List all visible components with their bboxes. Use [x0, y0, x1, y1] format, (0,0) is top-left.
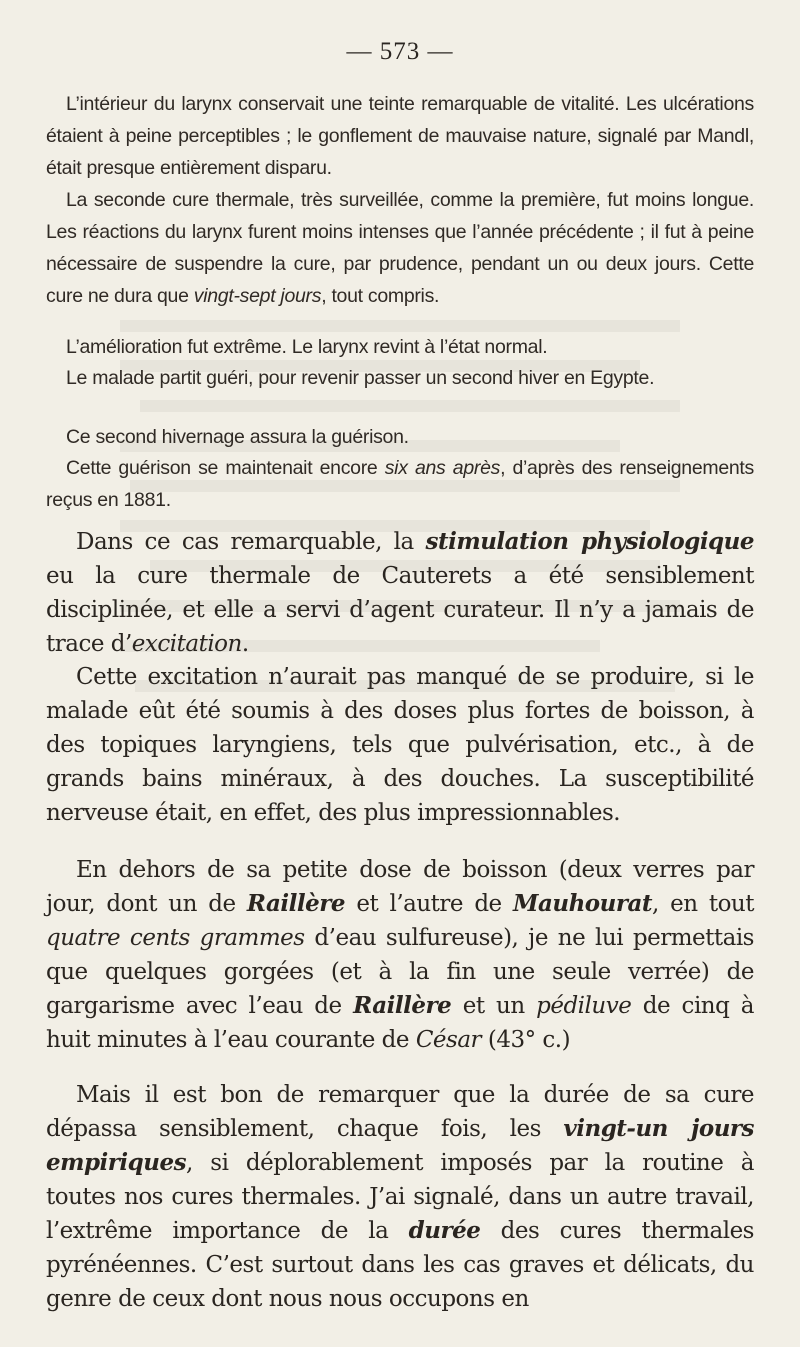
emphasis-text: quatre cents grammes	[46, 925, 305, 951]
text-span: Dans ce cas remarquable, la	[76, 529, 426, 555]
paragraph-cure-duration	[46, 1078, 754, 1316]
text-span: .	[241, 631, 249, 657]
text-span: , si déplorablement imposés par la routine à toutes nos cures thermales. J’ai signalé, dans un autre travail, l’extrême importance de la	[46, 1150, 754, 1244]
text-span: eu la cure thermale de Cauterets a été sensiblement disciplinée, et elle a servi d’agent curateur. Il n’y a jamais de trace d’	[46, 563, 754, 657]
text-span: Mais il est bon de remarquer que la durée de sa cure dépassa sensiblement, chaque fois, les	[46, 1082, 754, 1142]
text-span: d’eau sulfureuse), je ne lui permettais que quelques gorgées (et à la fin une seule verrée) de gargarisme avec l’eau de	[46, 925, 754, 1019]
paragraph-improvement	[46, 331, 754, 363]
emphasis-text: vingt-sept jours	[193, 285, 322, 307]
text-span: des cures thermales pyrénéennes. C’est surtout dans les cas graves et délicats, du genre de ceux dont nous nous occupons en	[46, 1218, 754, 1312]
text-span: Cette excitation n’aurait pas manqué de se produire, si le malade eût été soumis à des doses plus fortes de boisson, à des topiques laryngiens, tels que pulvérisation, etc., à de grands bains minéraux, à des douches. La susceptibilité nerveuse était, en effet, des plus impressionnables.	[46, 664, 754, 826]
paragraph-excitation	[46, 660, 754, 830]
text-span: et un	[451, 993, 537, 1019]
paragraph-drinking-dose	[46, 853, 754, 1057]
text-span: , en tout	[652, 891, 754, 917]
text-span: , tout compris.	[321, 285, 440, 307]
text-span: Cette guérison se maintenait encore	[66, 457, 385, 479]
text-span: (43° c.)	[481, 1027, 571, 1053]
text-span: et l’autre de	[345, 891, 513, 917]
text-span: , d’après des renseignements reçus en 1881.	[46, 457, 754, 511]
text-span: de cinq à huit minutes à l’eau courante de	[46, 993, 754, 1053]
text-span: En dehors de sa petite dose de boisson (deux verres par jour, dont un de	[46, 857, 754, 917]
paragraph-departure	[46, 362, 754, 394]
emphasis-text: Raillère	[246, 890, 346, 917]
emphasis-text: César	[415, 1027, 482, 1053]
paragraph-physiological-stimulation	[46, 525, 754, 661]
paragraph-second-winter	[46, 421, 754, 453]
emphasis-text: six ans après	[384, 457, 501, 479]
text-span: Le malade partit guéri, pour revenir passer un second hiver en Egypte.	[66, 367, 655, 389]
paragraph-larynx-interior	[46, 88, 754, 184]
text-span: L’amélioration fut extrême. Le larynx revint à l’état normal.	[66, 336, 548, 358]
emphasis-text: stimulation physiologique	[425, 528, 754, 555]
text-span: L’intérieur du larynx conservait une teinte remarquable de vitalité. Les ulcérations étaient à peine perceptibles ; le gonflement de mauvaise nature, signalé par Mandl, était presque entièrement disparu.	[46, 93, 754, 179]
emphasis-text: excitation	[131, 631, 242, 657]
page-number: — 573 —	[346, 38, 454, 65]
paragraph-second-cure	[46, 184, 754, 312]
emphasis-text: pédiluve	[536, 993, 632, 1019]
paragraph-cure-maintained	[46, 452, 754, 516]
emphasis-text: vingt-un jours empiriques	[46, 1115, 754, 1176]
text-span: La seconde cure thermale, très surveillée, comme la première, fut moins longue. Les réactions du larynx furent moins intenses que l’année précédente ; il fut à peine nécessaire de suspendre la cure, par prudence, pendant un ou deux jours. Cette cure ne dura que	[46, 189, 754, 307]
emphasis-text: durée	[408, 1217, 481, 1244]
emphasis-text: Mauhourat	[512, 890, 652, 917]
emphasis-text: Raillère	[353, 992, 452, 1019]
text-span: Ce second hivernage assura la guérison.	[66, 426, 409, 448]
